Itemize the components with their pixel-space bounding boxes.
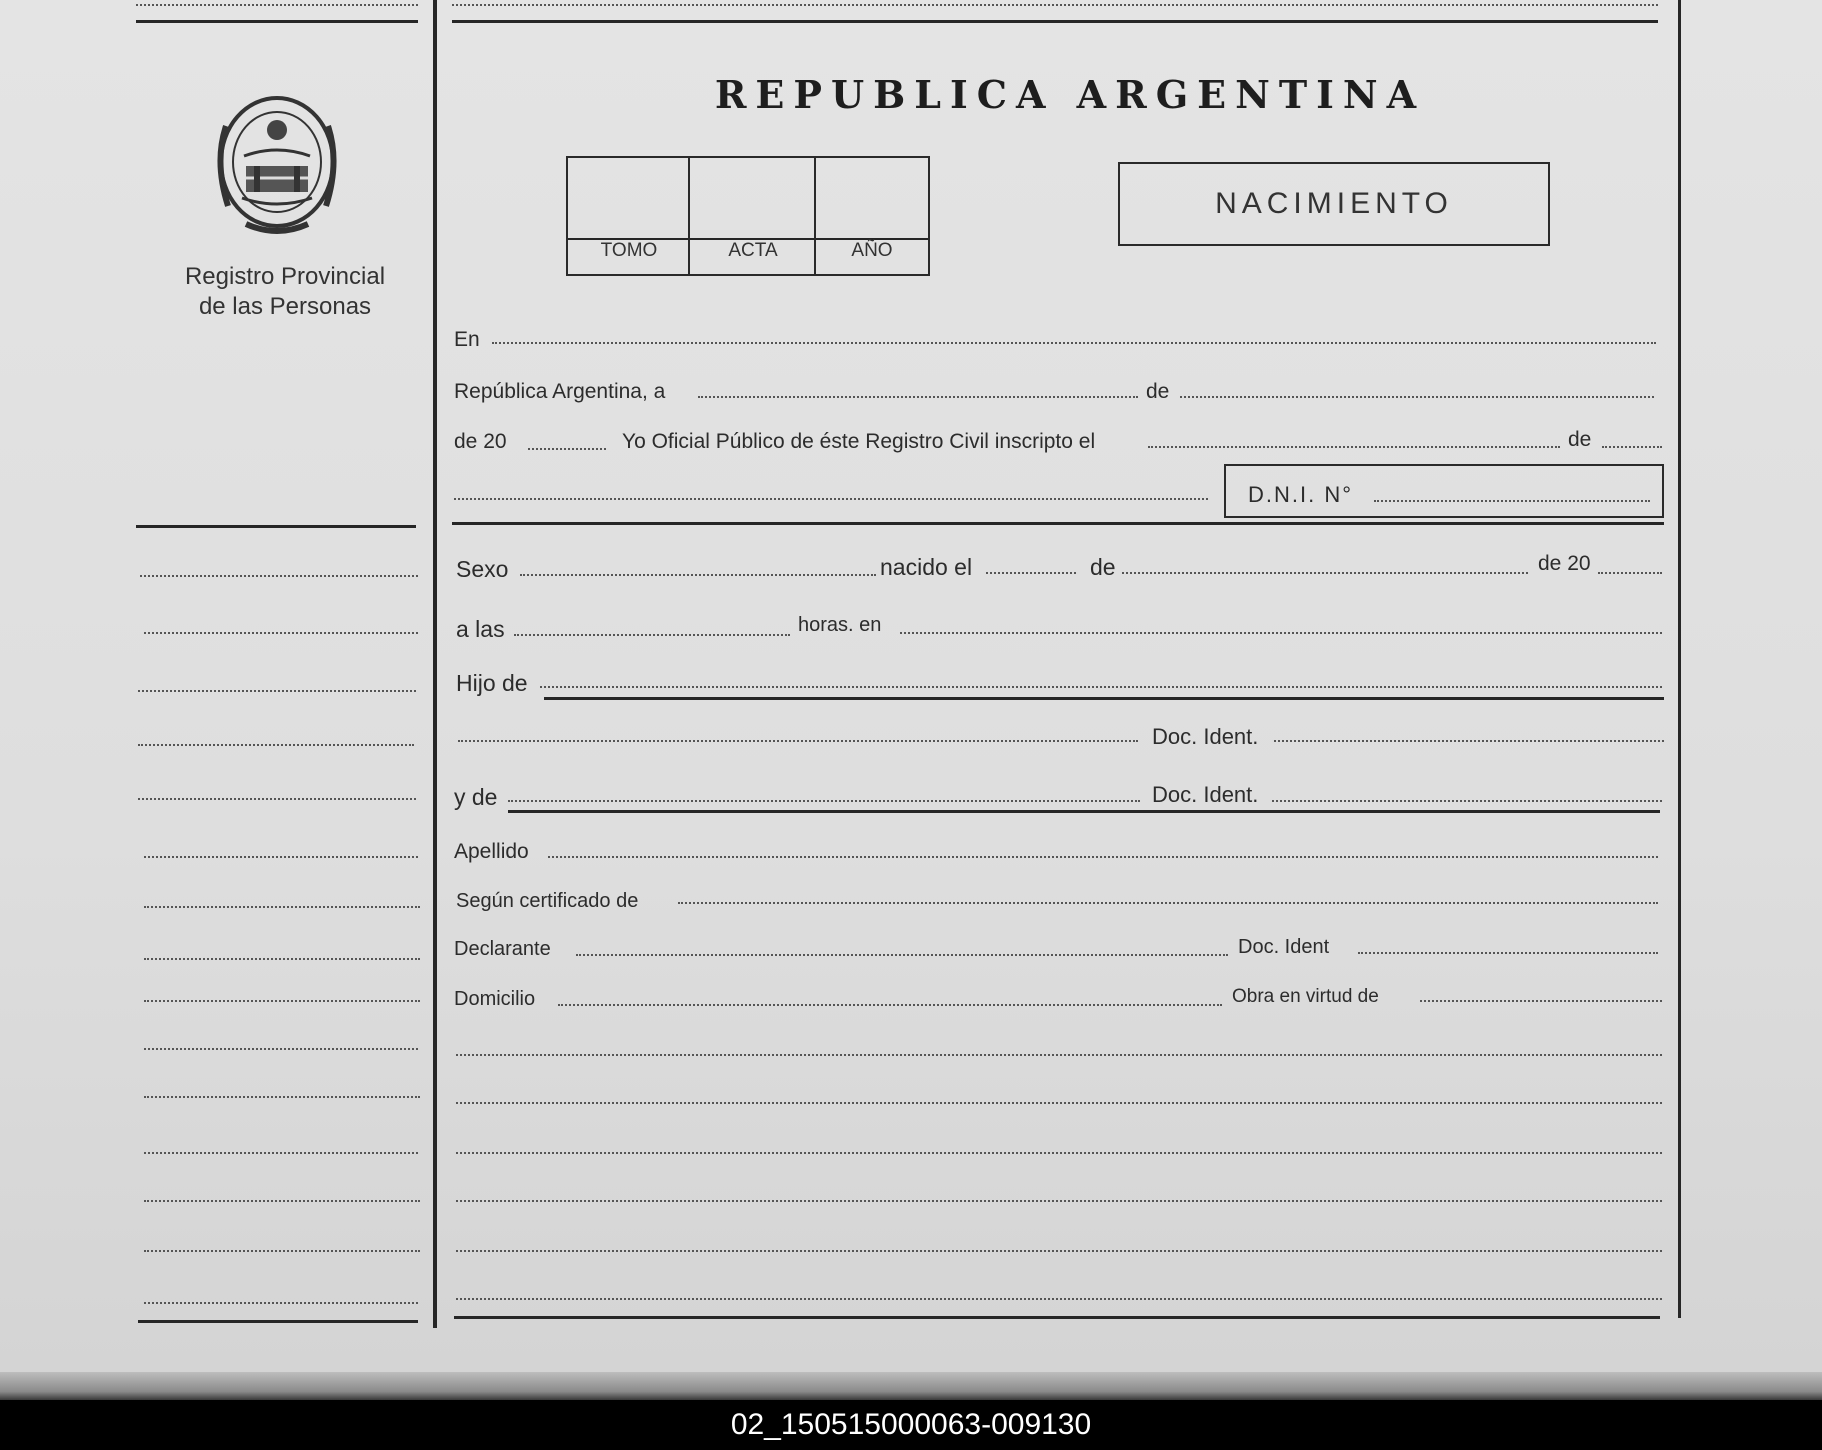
sexo-label: Sexo — [456, 556, 509, 582]
en-field[interactable] — [492, 342, 1656, 344]
notes-line[interactable] — [456, 1152, 1662, 1154]
notes-line[interactable] — [456, 1054, 1662, 1056]
parent-1-name-field[interactable] — [458, 740, 1138, 742]
y-de-label: y de — [454, 784, 498, 810]
birth-year-field[interactable] — [1598, 572, 1662, 574]
republica-label: República Argentina, a — [454, 380, 666, 403]
de-label: de — [1146, 380, 1170, 403]
right-border — [1678, 0, 1681, 1318]
margin-line — [144, 1048, 418, 1050]
page-edge-shadow — [0, 1372, 1822, 1400]
margin-line — [144, 906, 420, 908]
dni-box — [1224, 464, 1664, 518]
margin-line — [144, 958, 420, 960]
record-number-box — [566, 156, 930, 276]
parent-2-doc-field[interactable] — [1272, 800, 1662, 802]
provincial-seal-icon — [206, 86, 348, 238]
inscripto-de-field[interactable] — [1602, 446, 1662, 448]
declarante-field[interactable] — [576, 954, 1228, 956]
birth-place-field[interactable] — [900, 632, 1662, 634]
oficial-text: Yo Oficial Público de éste Registro Civil inscripto el — [622, 430, 1096, 453]
day-field[interactable] — [698, 396, 1138, 398]
registry-name — [140, 262, 430, 322]
en-label: En — [454, 328, 480, 351]
bottom-rule — [454, 1316, 1660, 1319]
hour-field[interactable] — [514, 634, 790, 636]
parent-1-doc-field[interactable] — [1274, 740, 1664, 742]
top-rule-left — [136, 20, 418, 23]
apellido-field[interactable] — [548, 856, 1658, 858]
notes-line[interactable] — [456, 1200, 1662, 1202]
hijo-label: Hijo de — [456, 670, 528, 696]
notes-line[interactable] — [456, 1250, 1662, 1252]
notes-line[interactable] — [456, 1298, 1662, 1300]
top-dotted-right — [452, 4, 1658, 6]
dni-field[interactable] — [1374, 500, 1650, 502]
nacido-label: nacido el — [880, 554, 973, 580]
ano-label: AÑO — [851, 240, 893, 261]
nacido-field[interactable] — [986, 572, 1076, 574]
left-section-rule — [136, 525, 416, 528]
image-caption: 02_150515000063-009130 — [730, 1408, 1092, 1441]
segun-label: Según certificado de — [456, 890, 639, 912]
top-rule-right — [452, 20, 1658, 23]
sexo-field[interactable] — [520, 574, 876, 576]
margin-line — [144, 856, 418, 858]
margin-line — [144, 1200, 420, 1202]
obra-label: Obra en virtud de — [1232, 986, 1379, 1007]
registry-line-2: de las Personas — [198, 293, 372, 320]
dni-label: D.N.I. N° — [1248, 482, 1354, 507]
a-las-label: a las — [456, 616, 505, 642]
margin-line — [138, 744, 414, 746]
de20-label-2: de 20 — [1538, 552, 1591, 575]
de-label-2: de — [1568, 428, 1592, 451]
inscripto-field[interactable] — [1148, 446, 1560, 448]
year-field[interactable] — [528, 448, 606, 450]
margin-line — [144, 1250, 420, 1252]
month-field[interactable] — [1180, 396, 1654, 398]
de-label-3: de — [1090, 554, 1116, 580]
section-rule — [452, 522, 1664, 525]
margin-line — [138, 798, 416, 800]
domicilio-label: Domicilio — [454, 988, 536, 1010]
doc-ident-label: Doc. Ident. — [1152, 724, 1259, 749]
parent-1-field[interactable] — [540, 686, 1662, 688]
horas-label: horas. en — [798, 614, 882, 636]
parent-2-rule — [508, 810, 1660, 813]
obra-field[interactable] — [1420, 1000, 1662, 1002]
apellido-label: Apellido — [454, 840, 529, 863]
margin-line — [144, 632, 418, 634]
margin-line — [140, 575, 418, 577]
top-dotted-left — [136, 4, 418, 6]
record-type-box: NACIMIENTO — [1118, 162, 1550, 246]
margin-line — [144, 1000, 420, 1002]
doc-ident-label-3: Doc. Ident — [1238, 936, 1330, 958]
left-column-divider — [433, 0, 437, 1328]
de20-label: de 20 — [454, 430, 507, 453]
declarante-label: Declarante — [454, 938, 551, 960]
margin-line — [138, 690, 416, 692]
birth-month-field[interactable] — [1122, 572, 1528, 574]
margin-line — [144, 1096, 420, 1098]
acta-label: ACTA — [728, 240, 778, 261]
margin-line — [144, 1302, 418, 1304]
parent-rule — [544, 697, 1664, 700]
registry-line-1: Registro Provincial — [184, 263, 386, 290]
tomo-label: TOMO — [600, 240, 658, 261]
oficial-name-field[interactable] — [454, 498, 1208, 500]
domicilio-field[interactable] — [558, 1004, 1222, 1006]
page-title: REPUBLICA ARGENTINA — [714, 72, 1426, 117]
margin-line — [144, 1152, 418, 1154]
declarante-doc-field[interactable] — [1358, 952, 1658, 954]
parent-2-field[interactable] — [508, 800, 1140, 802]
left-bottom-rule — [138, 1320, 418, 1323]
doc-ident-label-2: Doc. Ident. — [1152, 782, 1259, 807]
notes-line[interactable] — [456, 1102, 1662, 1104]
certificado-field[interactable] — [678, 902, 1658, 904]
